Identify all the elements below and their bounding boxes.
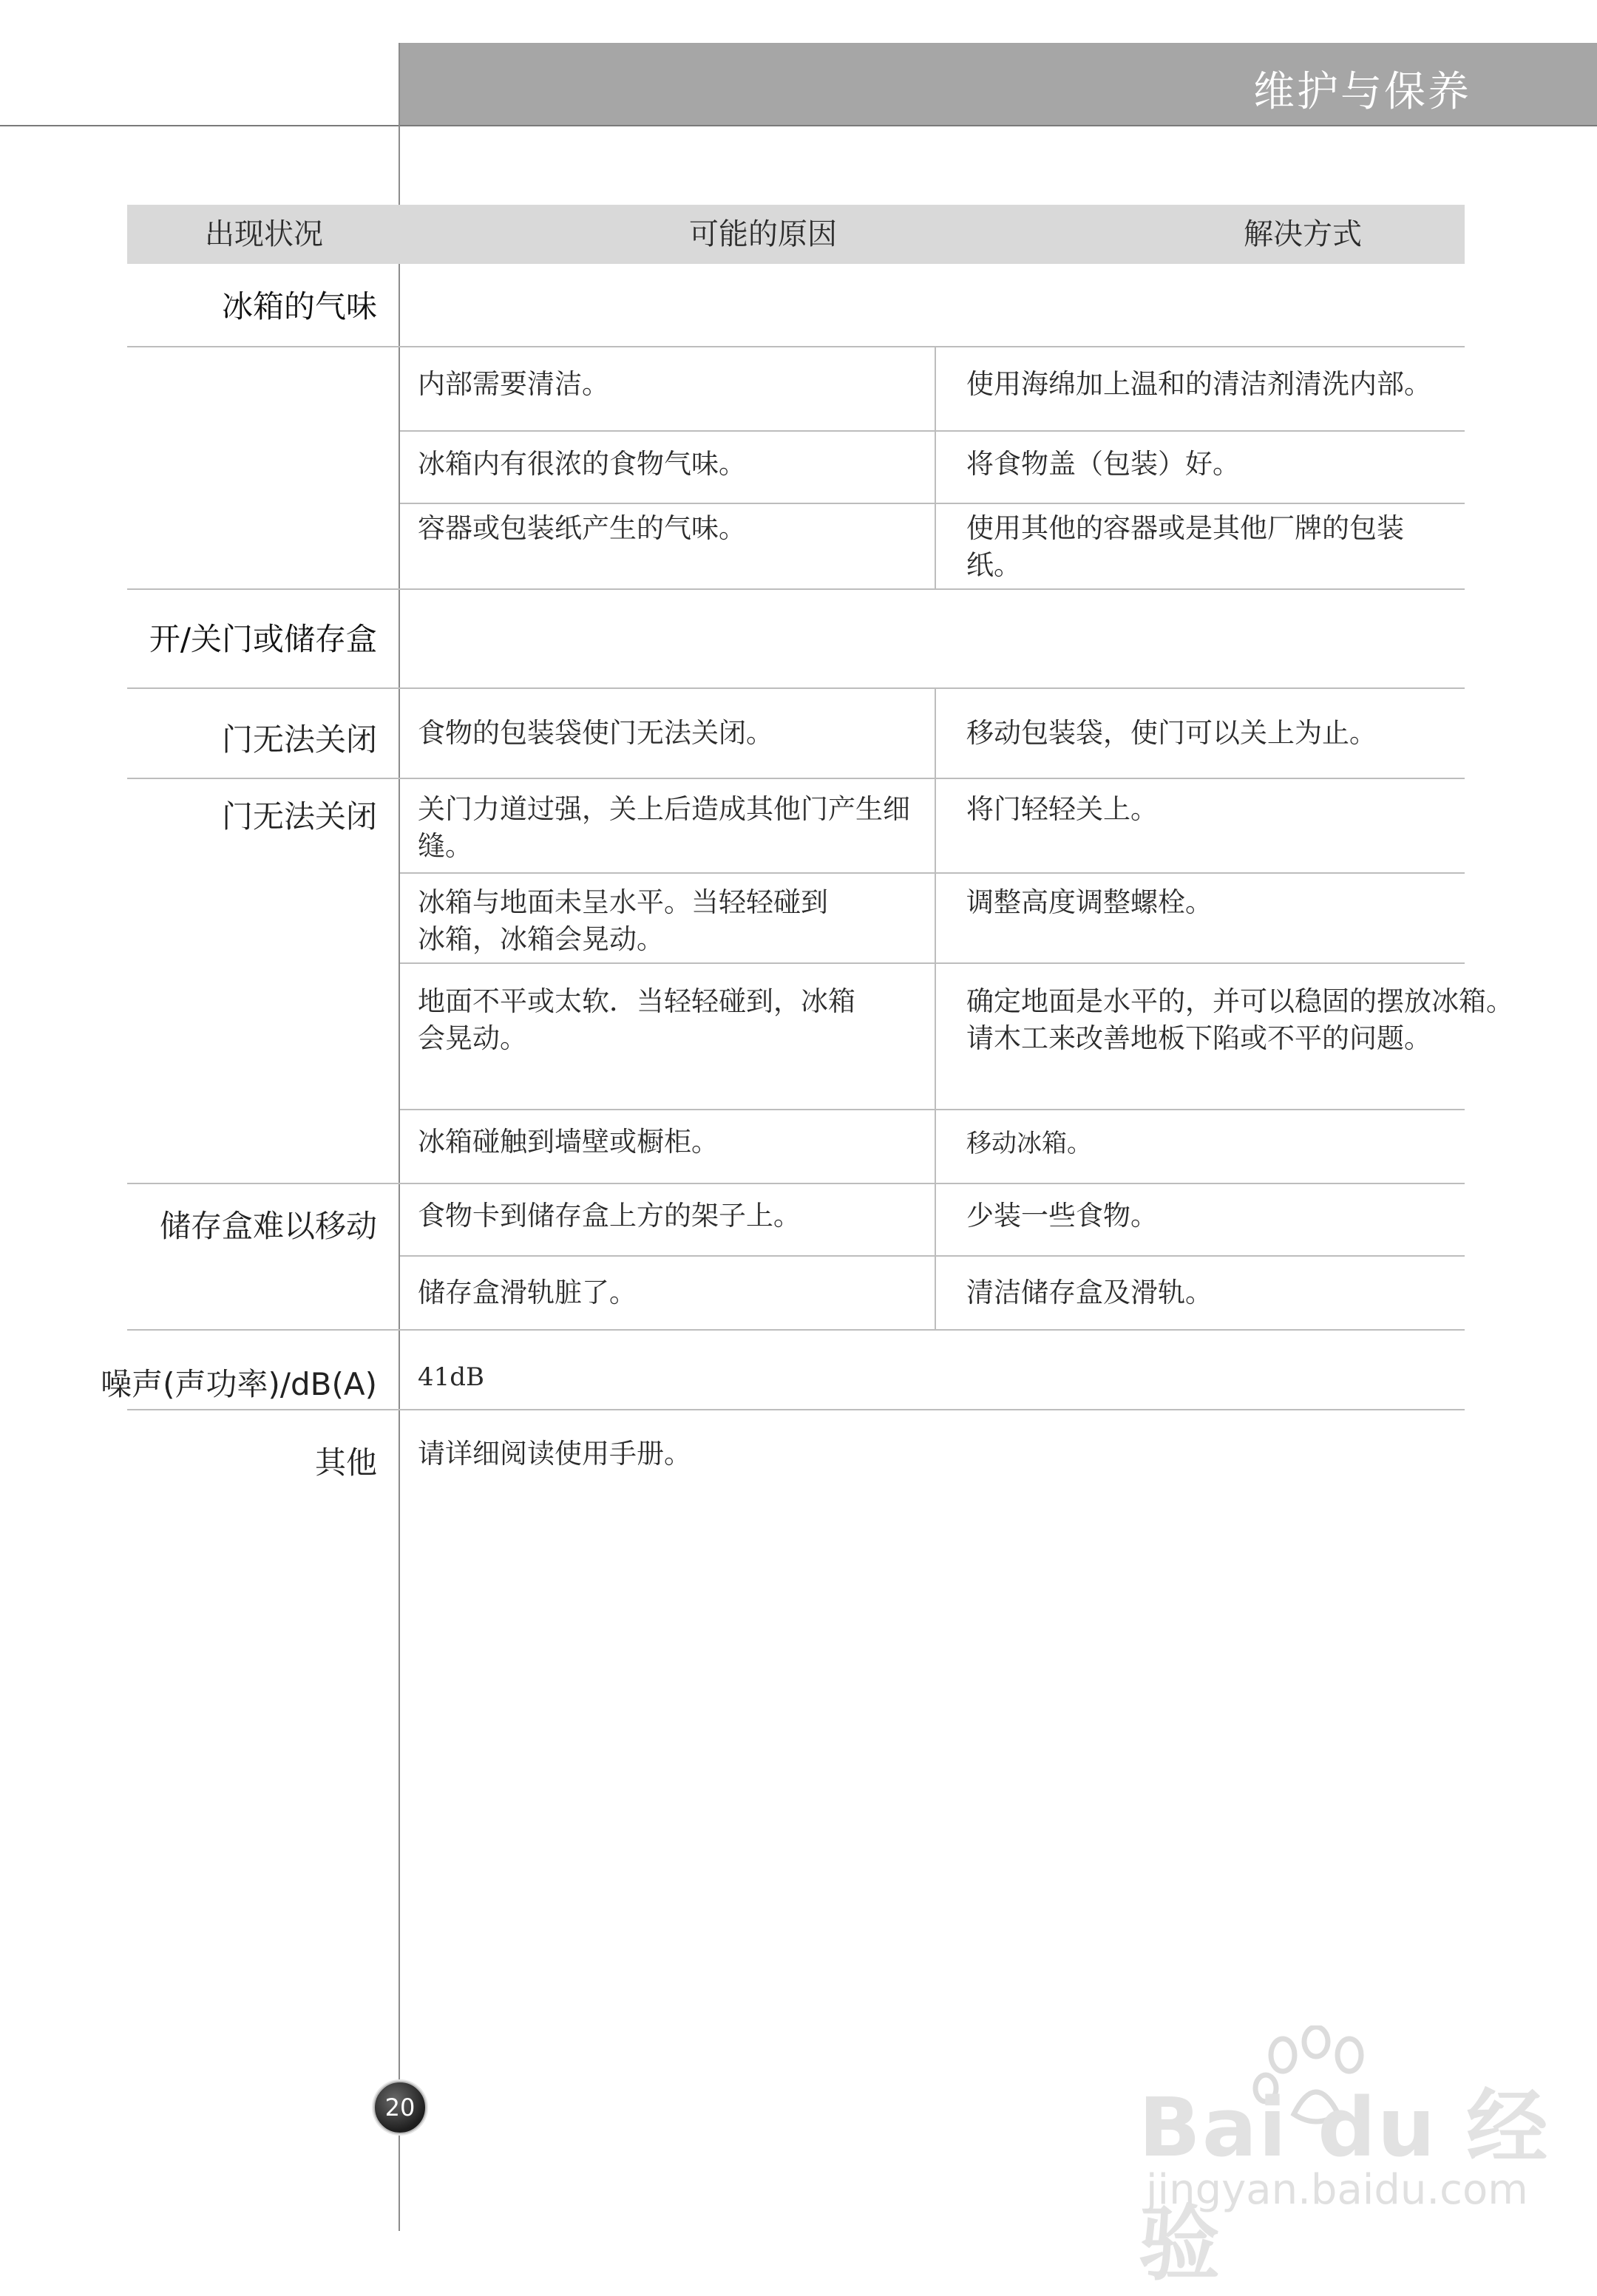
solution-cell: 将食物盖（包装）好。 (966, 448, 1240, 480)
row-divider (127, 588, 1465, 590)
row-divider (127, 346, 1465, 347)
cause-cell: 食物的包装袋使门无法关闭。 (418, 717, 773, 749)
column-header-solution: 解决方式 (1244, 217, 1362, 251)
solution-cell: 清洁储存盒及滑轨。 (966, 1277, 1213, 1308)
row-divider (127, 1183, 1465, 1184)
row-divider (127, 778, 1465, 779)
row-divider (127, 1329, 1465, 1331)
row-divider (127, 1409, 1465, 1410)
section-title-odor: 冰箱的气味 (221, 288, 377, 325)
row-divider (400, 962, 1465, 964)
row-divider (400, 872, 1465, 874)
solution-cell: 使用海绵加上温和的清洁剂清洗内部。 (966, 368, 1431, 400)
solution-cell: 移动包装袋，使门可以关上为止。 (966, 717, 1377, 749)
solution-cell: 调整高度调整螺栓。 (966, 886, 1213, 918)
row-divider (400, 1255, 1465, 1257)
symptom-label: 门无法关闭 (221, 721, 377, 758)
cause-cell: 容器或包装纸产生的气味。 (418, 512, 746, 544)
cause-cell: 冰箱内有很浓的食物气味。 (418, 448, 746, 480)
watermark-url: jingyan.baidu.com (1146, 2166, 1528, 2214)
section-title-doors: 开/关门或储存盒 (149, 621, 377, 657)
noise-label: 噪声(声功率)/dB(A) (101, 1366, 377, 1402)
symptom-label: 储存盒难以移动 (159, 1208, 377, 1244)
cause-cell: 冰箱与地面未呈水平。当轻轻碰到冰箱，冰箱会晃动。 (418, 886, 828, 955)
solution-cell: 移动冰箱。 (966, 1129, 1092, 1158)
column-header-symptom: 出现状况 (205, 217, 323, 251)
left-column-rule (399, 43, 400, 2231)
table-header (127, 205, 1465, 264)
cause-cell: 食物卡到储存盒上方的架子上。 (418, 1200, 801, 1232)
symptom-label: 门无法关闭 (221, 798, 377, 835)
watermark-logo: Bai du 经验 (1139, 2080, 1550, 2292)
other-label: 其他 (314, 1444, 377, 1481)
page-number: 20 (384, 2093, 416, 2122)
cause-cell: 内部需要清洁。 (418, 368, 609, 400)
noise-value: 41dB (418, 1362, 485, 1392)
solution-cell: 将门轻轻关上。 (966, 793, 1158, 825)
row-divider (400, 430, 1465, 432)
solution-cell: 少装一些食物。 (966, 1200, 1158, 1232)
column-header-cause: 可能的原因 (689, 217, 837, 251)
cause-cell: 地面不平或太软．当轻轻碰到，冰箱会晃动。 (418, 985, 855, 1054)
row-divider (400, 1109, 1465, 1110)
cause-cell: 冰箱碰触到墙壁或橱柜。 (418, 1126, 719, 1158)
row-divider (400, 503, 1465, 504)
solution-cell: 确定地面是水平的，并可以稳固的摆放冰箱。请木工来改善地板下陷或不平的问题。 (966, 985, 1513, 1054)
page-title: 维护与保养 (1253, 68, 1471, 116)
other-value: 请详细阅读使用手册。 (418, 1438, 691, 1470)
solution-cell: 使用其他的容器或是其他厂牌的包装纸。 (966, 512, 1404, 581)
cause-cell: 储存盒滑轨脏了。 (418, 1277, 637, 1308)
header-rule (0, 125, 1597, 126)
cause-cell: 关门力道过强，关上后造成其他门产生细缝。 (418, 793, 910, 862)
row-divider (127, 687, 1465, 689)
